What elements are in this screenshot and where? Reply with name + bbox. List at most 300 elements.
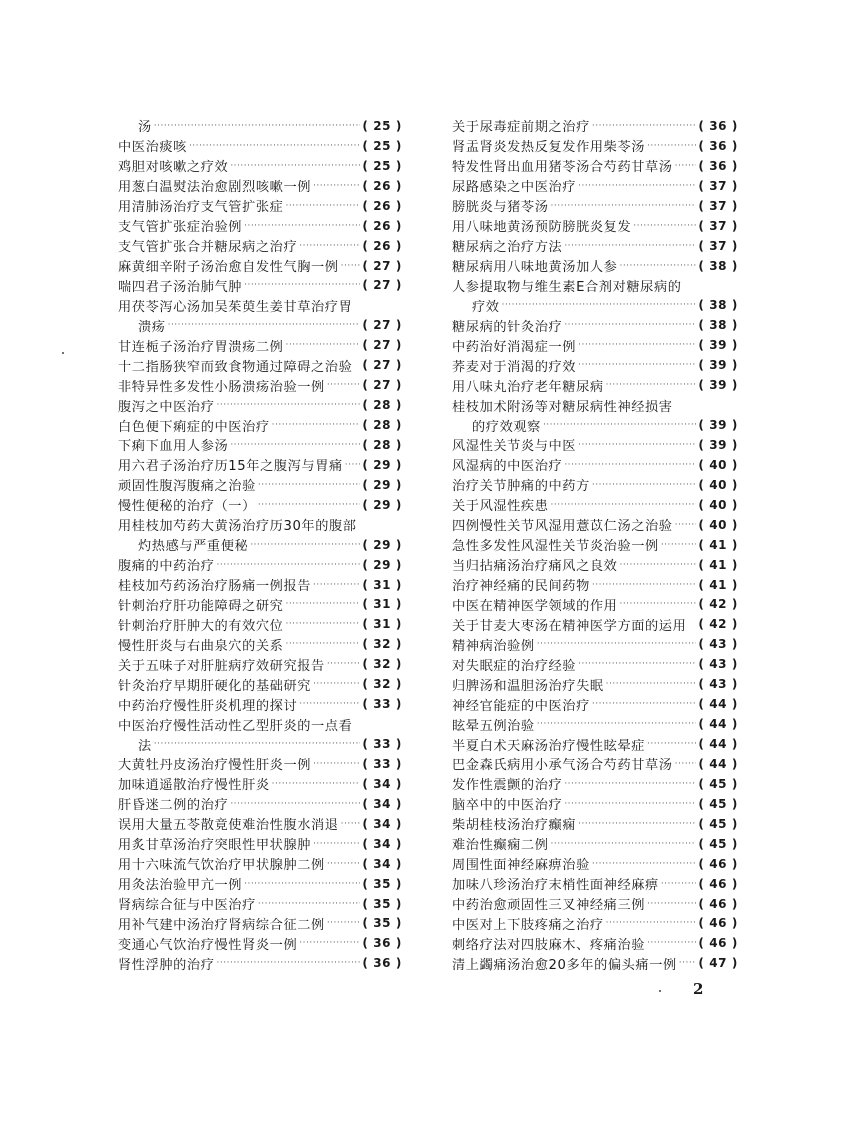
toc-entry-title: 中药治愈顽固性三叉神经痛三例 (452, 898, 646, 914)
dot-leader (606, 679, 697, 689)
toc-entry-title: 中药治疗慢性肝炎机理的探讨 (118, 698, 298, 714)
toc-page-ref: ( 26 ) (362, 199, 402, 213)
toc-entry-title: 中医在精神医学领域的作用 (452, 598, 618, 614)
toc-entry-title: 白色便下痢症的中医治疗 (118, 419, 270, 435)
dot-leader (551, 500, 697, 510)
dot-leader (537, 639, 697, 649)
toc-page-ref: ( 46 ) (698, 857, 738, 871)
toc-entry-title: 麻黄细辛附子汤治愈自发性气胸一例 (118, 260, 339, 276)
toc-page-ref: ( 31 ) (362, 597, 402, 611)
dot-leader (564, 779, 696, 789)
toc-entry (452, 315, 738, 335)
dot-leader (578, 360, 696, 370)
toc-entry-title: 半夏白术天麻汤治疗慢性眩晕症 (452, 738, 646, 754)
toc-entry (118, 136, 402, 156)
toc-entry (452, 236, 738, 256)
toc-entry-title: 针刺治疗肝功能障碍之研究 (118, 598, 284, 614)
toc-page-ref: ( 31 ) (362, 578, 402, 592)
dot-leader (299, 938, 360, 948)
toc-entry-title: 难治性癫痫二例 (452, 838, 549, 854)
toc-entry-title: 糖尿病之治疗方法 (452, 240, 563, 256)
toc-entry-title: 当归拈痛汤治疗痛风之良效 (452, 559, 618, 575)
toc-entry-title: 大黄牡丹皮汤治疗慢性肝炎一例 (118, 758, 312, 774)
toc-entry (118, 933, 402, 953)
toc-page-ref: ( 38 ) (698, 318, 738, 332)
toc-entry (452, 794, 738, 814)
toc-entry-title: 用葱白温熨法治愈剧烈咳嗽一例 (118, 180, 312, 196)
dot-leader (217, 560, 361, 570)
toc-page-ref: ( 34 ) (362, 837, 402, 851)
toc-page-ref: ( 36 ) (698, 119, 738, 133)
toc-entry-title: 中药治好消渴症一例 (452, 339, 577, 355)
dot-leader (285, 201, 360, 211)
toc-page-ref: ( 32 ) (362, 637, 402, 651)
dot-leader (675, 520, 697, 530)
toc-entry-title: 用灸法治验甲亢一例 (118, 878, 243, 894)
toc-page-ref: ( 40 ) (698, 458, 738, 472)
dot-leader (250, 540, 360, 550)
dot-leader (675, 161, 697, 171)
toc-page-ref: ( 47 ) (698, 956, 738, 970)
dot-leader (230, 440, 360, 450)
toc-entry-title: 肾性浮肿的治疗 (118, 957, 215, 973)
dot-leader (661, 879, 697, 889)
toc-page-ref: ( 25 ) (362, 139, 402, 153)
toc-right-column (452, 116, 738, 973)
dot-leader (285, 619, 360, 629)
toc-entry (118, 674, 402, 694)
dot-leader (619, 261, 696, 271)
toc-entry (118, 236, 402, 256)
toc-entry (452, 774, 738, 794)
toc-page-ref: ( 34 ) (362, 797, 402, 811)
scan-speck (62, 352, 64, 354)
dot-leader (327, 918, 361, 928)
toc-page-ref: ( 37 ) (698, 219, 738, 233)
toc-entry-title: 肾盂肾炎发热反复发作用柴苓汤 (452, 140, 646, 156)
dot-leader (633, 221, 696, 231)
toc-entry (452, 933, 738, 953)
toc-entry (118, 595, 402, 615)
toc-page-ref: ( 29 ) (362, 498, 402, 512)
dot-leader (578, 181, 696, 191)
dot-leader (647, 938, 696, 948)
dot-leader (619, 599, 696, 609)
toc-page-ref: ( 27 ) (362, 318, 402, 332)
toc-entry-title: 治疗关节肿痛的中药方 (452, 479, 590, 495)
dot-leader (217, 400, 361, 410)
toc-entry-title: 针灸治疗早期肝硬化的基础研究 (118, 678, 312, 694)
toc-entry-title: 治疗神经痛的民间药物 (452, 579, 590, 595)
dot-leader (592, 859, 696, 869)
dot-leader (619, 560, 696, 570)
toc-entry (452, 953, 738, 973)
toc-entry-title: 肾病综合征与中医治疗 (118, 898, 256, 914)
toc-entry-title: 慢性便秘的治疗（一） (118, 499, 256, 515)
dot-leader (230, 799, 360, 809)
toc-entry-title: 发作性震颤的治疗 (452, 778, 563, 794)
dot-leader (285, 599, 360, 609)
toc-entry-title: 腹痛的中药治疗 (118, 559, 215, 575)
toc-page-ref: ( 27 ) (362, 278, 402, 292)
toc-page-ref: ( 35 ) (362, 877, 402, 891)
toc-entry (118, 774, 402, 794)
toc-page-ref: ( 28 ) (362, 438, 402, 452)
dot-leader (313, 839, 360, 849)
page-number: 2 (693, 980, 704, 998)
toc-entry-title: 用补气建中汤治疗肾病综合征二例 (118, 917, 325, 933)
toc-entry (452, 375, 738, 395)
toc-entry-title: 中医对上下肢疼痛之治疗 (452, 917, 604, 933)
toc-entry-title: 支气管扩张合并糖尿病之治疗 (118, 240, 298, 256)
toc-entry (452, 455, 738, 475)
toc-entry-title: 针刺治疗肝肿大的有效穴位 (118, 618, 284, 634)
toc-page-ref: ( 38 ) (698, 298, 738, 312)
dot-leader (661, 540, 697, 550)
toc-entry-title: 精神病治验例 (452, 638, 535, 654)
toc-entry-title: 风湿病的中医治疗 (452, 459, 563, 475)
toc-page-ref: ( 29 ) (362, 538, 402, 552)
toc-page-ref: ( 39 ) (698, 418, 738, 432)
toc-entry (452, 176, 738, 196)
toc-entry (118, 375, 402, 395)
toc-page-ref: ( 33 ) (362, 697, 402, 711)
toc-entry (452, 834, 738, 854)
toc-page-ref: ( 25 ) (362, 159, 402, 173)
toc-entry-title: 腹泻之中医治疗 (118, 399, 215, 415)
toc-entry (452, 734, 738, 754)
toc-entry-title: 慢性肝炎与右曲泉穴的关系 (118, 638, 284, 654)
toc-entry (118, 415, 402, 435)
toc-page-ref: ( 37 ) (698, 179, 738, 193)
dot-leader (313, 181, 360, 191)
toc-entry (452, 335, 738, 355)
toc-page-ref: ( 41 ) (698, 578, 738, 592)
dot-leader (578, 819, 696, 829)
toc-entry (452, 754, 738, 774)
toc-page-ref: ( 44 ) (698, 737, 738, 751)
toc-entry (118, 754, 402, 774)
toc-entry (118, 814, 402, 834)
toc-entry-continuation (452, 415, 738, 435)
dot-leader (244, 280, 360, 290)
dot-leader (341, 819, 361, 829)
toc-page-ref: ( 39 ) (698, 338, 738, 352)
toc-entry (118, 555, 402, 575)
toc-entry-title: 特发性肾出血用猪苓汤合芍药甘草汤 (452, 160, 673, 176)
toc-entry-title: 用炙甘草汤治疗突眼性甲状腺肿 (118, 838, 312, 854)
toc-entry (118, 794, 402, 814)
dot-leader (564, 460, 696, 470)
toc-entry (118, 176, 402, 196)
toc-entry-title: 荞麦对于消渴的疗效 (452, 359, 577, 375)
toc-entry-title: 十二指肠狭窄而致食物通过障碍之治验 (118, 359, 353, 375)
toc-page-ref: ( 36 ) (362, 956, 402, 970)
toc-page-ref: ( 31 ) (362, 617, 402, 631)
toc-entry-title: 用八味丸治疗老年糖尿病 (452, 379, 604, 395)
toc-entry-title: 急性多发性风湿性关节炎治验一例 (452, 539, 659, 555)
dot-leader (230, 161, 360, 171)
scan-speck (659, 990, 661, 992)
toc-entry (118, 335, 402, 355)
toc-entry (452, 714, 738, 734)
toc-page-ref: ( 25 ) (362, 119, 402, 133)
toc-entry-title: 膀胱炎与猪苓汤 (452, 200, 549, 216)
toc-entry-title: 肝昏迷二例的治疗 (118, 798, 229, 814)
toc-entry (118, 953, 402, 973)
dot-leader (592, 699, 696, 709)
toc-entry-title: 非特异性多发性小肠溃疡治验一例 (118, 379, 325, 395)
toc-entry-title: 支气管扩张症治验例 (118, 220, 243, 236)
toc-entry (452, 874, 738, 894)
toc-entry (118, 216, 402, 236)
toc-page-ref: ( 29 ) (362, 478, 402, 492)
dot-leader (578, 659, 696, 669)
toc-entry (452, 634, 738, 654)
toc-entry (118, 834, 402, 854)
toc-entry-title: 用六君子汤治疗历15年之腹泻与胃痛 (118, 459, 343, 475)
toc-entry (452, 435, 738, 455)
toc-entry-title: 用清肺汤治疗支气管扩张症 (118, 200, 284, 216)
dot-leader (217, 958, 361, 968)
toc-page-ref: ( 26 ) (362, 239, 402, 253)
dot-leader (154, 739, 361, 749)
toc-entry-line (118, 714, 402, 734)
toc-entry (118, 614, 402, 634)
toc-entry-title: 桂枝加术附汤等对糖尿病性神经损害 (452, 399, 673, 415)
toc-entry-title-cont: 溃疡 (138, 319, 166, 335)
dot-leader (168, 320, 361, 330)
toc-entry (452, 595, 738, 615)
toc-entry-title: 糖尿病的针灸治疗 (452, 319, 563, 335)
toc-entry-title: 汤 (138, 120, 152, 136)
toc-entry (452, 894, 738, 914)
toc-page-ref: ( 32 ) (362, 657, 402, 671)
toc-entry-continuation (118, 535, 402, 555)
dot-leader (606, 380, 697, 390)
toc-page-ref: ( 38 ) (698, 259, 738, 273)
toc-entry-title: 神经官能症的中医治疗 (452, 698, 590, 714)
toc-page-ref: ( 37 ) (698, 199, 738, 213)
dot-leader (592, 121, 696, 131)
dot-leader (327, 859, 361, 869)
toc-page-ref: ( 46 ) (698, 897, 738, 911)
toc-page-ref: ( 28 ) (362, 398, 402, 412)
dot-leader (313, 580, 360, 590)
dot-leader (564, 799, 696, 809)
toc-entry (452, 694, 738, 714)
dot-leader (345, 460, 361, 470)
dot-leader (606, 918, 697, 928)
toc-page-ref: ( 46 ) (698, 916, 738, 930)
dot-leader (564, 241, 696, 251)
toc-entry (118, 914, 402, 934)
dot-leader (285, 340, 360, 350)
toc-entry (452, 495, 738, 515)
toc-entry-title: 加味八珍汤治疗末梢性面神经麻痹 (452, 878, 659, 894)
toc-entry-title: 关于甘麦大枣汤在精神医学方面的运用 (452, 618, 687, 634)
dot-leader (299, 699, 360, 709)
toc-entry-title: 脑卒中的中医治疗 (452, 798, 563, 814)
toc-entry (452, 654, 738, 674)
toc-page-ref: ( 27 ) (362, 259, 402, 273)
toc-entry-title: 风湿性关节炎与中医 (452, 439, 577, 455)
toc-entry-title: 变通心气饮治疗慢性肾炎一例 (118, 937, 298, 953)
dot-leader (647, 899, 696, 909)
toc-entry-title: 四例慢性关节风湿用薏苡仁汤之治验 (452, 519, 673, 535)
dot-leader (551, 201, 697, 211)
dot-leader (313, 759, 360, 769)
toc-entry (452, 515, 738, 535)
toc-entry (118, 495, 402, 515)
toc-entry (118, 475, 402, 495)
dot-leader (285, 639, 360, 649)
dot-leader (258, 500, 360, 510)
toc-entry-title: 归脾汤和温胆汤治疗失眠 (452, 678, 604, 694)
toc-entry (118, 116, 402, 136)
toc-page-ref: ( 40 ) (698, 518, 738, 532)
toc-entry-title: 眩晕五例治验 (452, 718, 535, 734)
dot-leader (551, 839, 697, 849)
toc-entry (452, 854, 738, 874)
toc-entry-title: 桂枝加芍药汤治疗肠痛一例报告 (118, 579, 312, 595)
toc-entry-title: 喘四君子汤治肺气肿 (118, 279, 243, 295)
dot-leader (647, 141, 696, 151)
toc-entry (452, 575, 738, 595)
dot-leader (564, 320, 696, 330)
toc-page-ref: ( 29 ) (362, 558, 402, 572)
toc-page-ref: ( 35 ) (362, 916, 402, 930)
toc-page-ref: ( 43 ) (698, 637, 738, 651)
toc-page-ref: ( 45 ) (698, 777, 738, 791)
toc-entry (452, 156, 738, 176)
toc-entry-title: 周围性面神经麻痹治验 (452, 858, 590, 874)
dot-leader (272, 779, 361, 789)
toc-entry (118, 575, 402, 595)
toc-entry-title: 用茯苓泻心汤加吴茱萸生姜甘草治疗胃 (118, 299, 353, 315)
toc-page-ref: ( 29 ) (362, 458, 402, 472)
toc-entry (452, 614, 738, 634)
toc-entry-title: 中医治疗慢性活动性乙型肝炎的一点看 (118, 718, 353, 734)
dot-leader (258, 899, 360, 909)
dot-leader (592, 580, 696, 590)
dot-leader (327, 659, 361, 669)
toc-entry-title: 柴胡桂枝汤治疗癫痫 (452, 818, 577, 834)
toc-page-ref: ( 35 ) (362, 897, 402, 911)
toc-page-ref: ( 43 ) (698, 657, 738, 671)
toc-entry-title: 加味逍遥散治疗慢性肝炎 (118, 778, 270, 794)
toc-page-ref: ( 36 ) (698, 159, 738, 173)
toc-entry (118, 874, 402, 894)
toc-page-ref: ( 42 ) (698, 617, 738, 631)
toc-page-ref: ( 33 ) (362, 737, 402, 751)
toc-entry (118, 395, 402, 415)
toc-entry-title-cont: 灼热感与严重便秘 (138, 539, 249, 555)
toc-entry (452, 814, 738, 834)
toc-entry-title: 顽固性腹泻腹痛之治验 (118, 479, 256, 495)
toc-entry-title: 关于尿毒症前期之治疗 (452, 120, 590, 136)
toc-entry (118, 196, 402, 216)
toc-entry (452, 136, 738, 156)
toc-entry-title: 中医治痰咳 (118, 140, 187, 156)
toc-entry (452, 116, 738, 136)
toc-page-ref: ( 36 ) (362, 936, 402, 950)
toc-entry (118, 854, 402, 874)
toc-entry-title: 清上蠲痛汤治愈20多年的偏头痛一例 (452, 957, 677, 973)
dot-leader (592, 480, 696, 490)
toc-entry (118, 276, 402, 296)
dot-leader (327, 380, 361, 390)
toc-entry (452, 674, 738, 694)
dot-leader (244, 879, 360, 889)
toc-page-ref: ( 26 ) (362, 219, 402, 233)
toc-entry (118, 654, 402, 674)
toc-page-ref: ( 42 ) (698, 597, 738, 611)
toc-entry (118, 256, 402, 276)
toc-entry-line (118, 515, 402, 535)
toc-entry (452, 355, 738, 375)
toc-page-ref: ( 28 ) (362, 418, 402, 432)
toc-entry-title: 用桂枝加芍药大黄汤治疗历30年的腹部 (118, 519, 357, 535)
toc-entry (452, 914, 738, 934)
toc-entry (118, 694, 402, 714)
toc-page-ref: ( 46 ) (698, 877, 738, 891)
toc-page-ref: ( 40 ) (698, 498, 738, 512)
toc-page-ref: ( 40 ) (698, 478, 738, 492)
toc-entry (452, 475, 738, 495)
dot-leader (578, 440, 696, 450)
toc-page-ref: ( 27 ) (362, 358, 402, 372)
toc-entry (118, 435, 402, 455)
toc-page-ref: ( 44 ) (698, 717, 738, 731)
dot-leader (543, 420, 696, 430)
toc-page-ref: ( 32 ) (362, 677, 402, 691)
toc-entry-title-cont: 的疗效观察 (472, 419, 541, 435)
toc-entry-title: 对失眠症的治疗经验 (452, 658, 577, 674)
toc-entry (118, 355, 402, 375)
toc-page-ref: ( 39 ) (698, 438, 738, 452)
toc-entry-line (118, 295, 402, 315)
toc-left-column (118, 116, 402, 973)
toc-entry (118, 894, 402, 914)
dot-leader (502, 300, 697, 310)
toc-entry-title: 人参提取物与维生素E合剂对糖尿病的 (452, 279, 682, 295)
toc-page-ref: ( 37 ) (698, 239, 738, 253)
toc-page-ref: ( 34 ) (362, 857, 402, 871)
toc-entry-continuation (118, 734, 402, 754)
dot-leader (272, 420, 361, 430)
toc-page-ref: ( 46 ) (698, 936, 738, 950)
toc-page-ref: ( 26 ) (362, 179, 402, 193)
dot-leader (341, 261, 361, 271)
toc-entry-title: 糖尿病用八味地黄汤加人参 (452, 260, 618, 276)
toc-page-ref: ( 34 ) (362, 817, 402, 831)
toc-page-ref: ( 34 ) (362, 777, 402, 791)
dot-leader (679, 958, 697, 968)
toc-page-ref: ( 41 ) (698, 538, 738, 552)
toc-entry (452, 256, 738, 276)
toc-entry-title-cont: 疗效 (472, 299, 500, 315)
toc-entry-title: 巴金森氏病用小承气汤合芍药甘草汤 (452, 758, 673, 774)
toc-page-ref: ( 45 ) (698, 797, 738, 811)
toc-entry-continuation (118, 315, 402, 335)
toc-entry (118, 634, 402, 654)
toc-page-ref: ( 45 ) (698, 817, 738, 831)
toc-page-ref: ( 36 ) (698, 139, 738, 153)
toc-page-ref: ( 39 ) (698, 378, 738, 392)
toc-entry-title: 下痢下血用人参汤 (118, 439, 229, 455)
dot-leader (299, 241, 360, 251)
